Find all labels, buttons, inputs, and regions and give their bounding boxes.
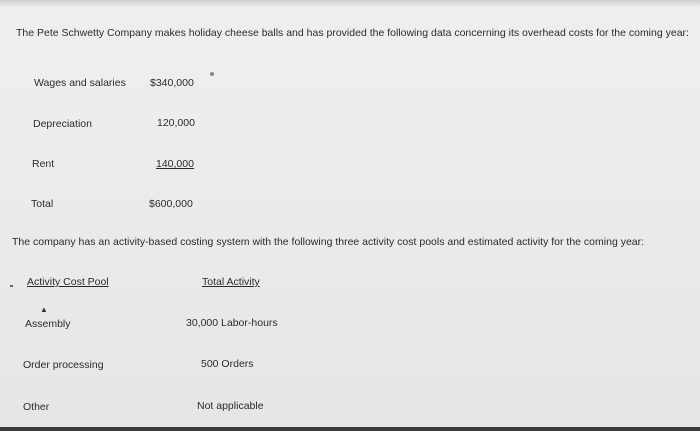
header-activity-cost-pool: Activity Cost Pool bbox=[27, 276, 109, 288]
mouse-cursor-dot bbox=[210, 72, 214, 76]
cost-label-rent: Rent bbox=[32, 158, 55, 170]
bottom-edge bbox=[0, 427, 700, 431]
cost-value-wages: $340,000 bbox=[150, 77, 194, 89]
cost-label-wages: Wages and salaries bbox=[34, 77, 126, 89]
header-total-activity: Total Activity bbox=[202, 276, 260, 288]
cost-value-rent: 140,000 bbox=[156, 158, 194, 170]
pool-label-assembly: Assembly bbox=[25, 318, 71, 330]
pool-label-order-processing: Order processing bbox=[23, 359, 104, 371]
cost-label-depreciation: Depreciation bbox=[33, 118, 92, 130]
pool-activity-other: Not applicable bbox=[197, 400, 264, 412]
pool-activity-assembly: 30,000 Labor-hours bbox=[186, 317, 278, 329]
cursor-arrow-icon: ▲ bbox=[40, 305, 48, 314]
abc-text: The company has an activity-based costing system with the following three activity cost pools and estimated activity for the coming year: bbox=[12, 236, 645, 248]
pool-label-other: Other bbox=[23, 401, 50, 413]
cost-value-depreciation: 120,000 bbox=[157, 117, 195, 129]
cost-value-total: $600,000 bbox=[149, 198, 193, 210]
cost-label-total: Total bbox=[31, 198, 54, 210]
dash-mark bbox=[10, 285, 13, 287]
pool-activity-order-processing: 500 Orders bbox=[201, 358, 254, 370]
top-edge bbox=[0, 0, 700, 6]
intro-text: The Pete Schwetty Company makes holiday cheese balls and has provided the following data concerning its overhead costs for the coming year: bbox=[16, 27, 689, 39]
